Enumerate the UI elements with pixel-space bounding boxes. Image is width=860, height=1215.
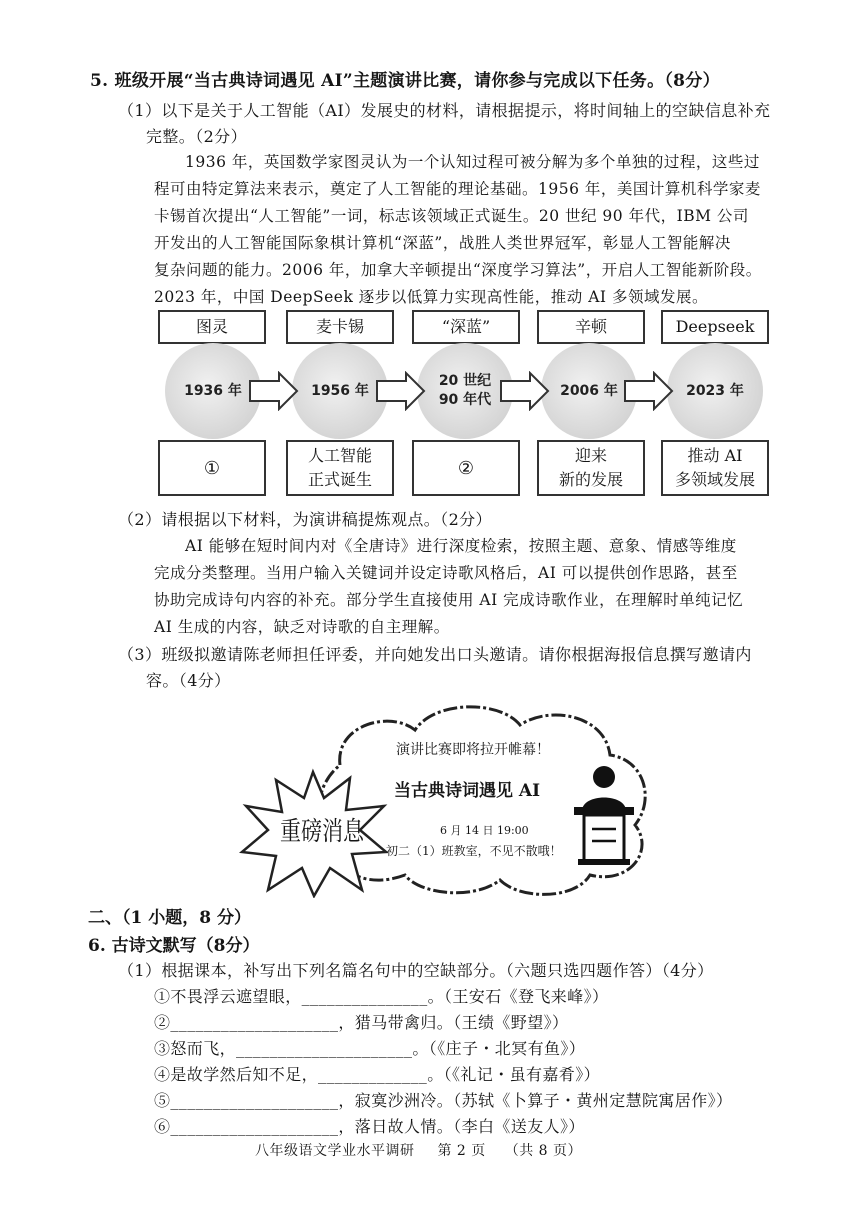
question-5-title: 5. 班级开展“当古典诗词遇见 AI”主题演讲比赛，请你参与完成以下任务。（8分） — [90, 71, 720, 91]
timeline-person-box: 麦卡锡 — [286, 310, 394, 344]
timeline-event-box: 人工智能 正式诞生 — [286, 440, 394, 496]
material1-line: 2023 年，中国 DeepSeek 逐步以低算力实现高性能，推动 AI 多领域发展。 — [154, 288, 708, 306]
fill-in-item: ②____________________，猎马带禽归。（王绩《野望》） — [154, 1013, 569, 1032]
timeline-arrow-icon — [500, 371, 550, 411]
material1-line: 开发出的人工智能国际象棋计算机“深蓝”，战胜人类世界冠军，彰显人工智能解决 — [154, 234, 731, 252]
material1-line: 卡锡首次提出“人工智能”一词，标志该领域正式诞生。20 世纪 90 年代，IBM 公司 — [154, 207, 749, 225]
page-footer — [255, 1140, 582, 1160]
timeline-year-circle: 2006 年 — [541, 343, 637, 439]
speaker-at-podium-icon — [568, 763, 638, 868]
fill-in-item: ③怒而飞，_____________________。（《庄子・北冥有鱼》） — [154, 1039, 586, 1058]
footer-exam-name: 八年级语文学业水平调研 — [255, 1143, 415, 1159]
q6-sub1-prompt: （1）根据课本，补写出下列名篇名句中的空缺部分。（六题只选四题作答）（4分） — [118, 961, 714, 980]
timeline-event-box-blank-1: ① — [158, 440, 266, 496]
q5-sub3-prompt-line1: （3）班级拟邀请陈老师担任评委，并向她发出口头邀请。请你根据海报信息撰写邀请内 — [118, 645, 752, 664]
q5-sub1-prompt-line2: 完整。（2分） — [146, 127, 247, 146]
material1-line: 程可由特定算法来表示，奠定了人工智能的理论基础。1956 年，美国计算机科学家麦 — [154, 180, 761, 198]
timeline-event-box-blank-2: ② — [412, 440, 520, 496]
fill-in-item: ④是故学然后知不足，_____________。（《礼记・虽有嘉肴》） — [154, 1065, 601, 1084]
material1-line: 复杂问题的能力。2006 年，加拿大辛顿提出“深度学习算法”，开启人工智能新阶段。 — [154, 261, 762, 279]
poster-time: 6 月 14 日 19:00 — [440, 824, 529, 837]
poster-headline: 演讲比赛即将拉开帷幕！ — [396, 742, 550, 758]
material2-line: 完成分类整理。当用户输入关键词并设定诗歌风格后，AI 可以提供创作思路，甚至 — [154, 564, 738, 582]
timeline-event-box: 迎来 新的发展 — [537, 440, 645, 496]
material2-line: AI 生成的内容，缺乏对诗歌的自主理解。 — [154, 618, 450, 636]
timeline-year-circle: 2023 年 — [667, 343, 763, 439]
section-2-heading: 二、（1 小题，8 分） — [88, 908, 251, 928]
q5-sub3-prompt-line2: 容。（4分） — [146, 671, 231, 690]
material2-line: 协助完成诗句内容的补充。部分学生直接使用 AI 完成诗歌作业，在理解时单纯记忆 — [154, 591, 744, 609]
poster-place: 初二（1）班教室，不见不散哦！ — [386, 844, 562, 858]
q5-sub1-prompt-line1: （1）以下是关于人工智能（AI）发展史的材料，请根据提示，将时间轴上的空缺信息补充 — [118, 101, 771, 120]
material2-line: AI 能够在短时间内对《全唐诗》进行深度检索，按照主题、意象、情感等维度 — [185, 537, 737, 555]
timeline-arrow-icon — [624, 371, 674, 411]
timeline-arrow-icon — [376, 371, 426, 411]
fill-in-item: ⑤____________________，寂寞沙洲冷。（苏轼《卜算子・黄州定慧院寓居作》） — [154, 1091, 733, 1110]
timeline-event-box: 推动 AI 多领域发展 — [661, 440, 769, 496]
timeline-person-box: 图灵 — [158, 310, 266, 344]
timeline-year-circle: 1956 年 — [292, 343, 388, 439]
timeline-person-box: 辛顿 — [537, 310, 645, 344]
timeline-person-box: “深蓝” — [412, 310, 520, 344]
material1-line: 1936 年，英国数学家图灵认为一个认知过程可被分解为多个单独的过程，这些过 — [185, 153, 760, 171]
timeline-year-circle: 1936 年 — [165, 343, 261, 439]
poster-burst-text: 重磅消息 — [280, 816, 364, 847]
timeline-arrow-icon — [249, 371, 299, 411]
fill-in-item: ①不畏浮云遮望眼，_______________。（王安石《登飞来峰》） — [154, 987, 609, 1006]
footer-page-total: （共 8 页） — [504, 1143, 583, 1159]
poster-title: 当古典诗词遇见 AI — [394, 781, 541, 801]
question-6-title: 6. 古诗文默写（8分） — [88, 936, 260, 956]
fill-in-item: ⑥____________________，落日故人情。（李白《送友人》） — [154, 1117, 585, 1136]
footer-page-number: 第 2 页 — [437, 1143, 486, 1159]
q5-sub2-prompt: （2）请根据以下材料，为演讲稿提炼观点。（2分） — [118, 510, 492, 529]
timeline-year-circle: 20 世纪 90 年代 — [417, 343, 513, 439]
timeline-person-box: Deepseek — [661, 310, 769, 344]
